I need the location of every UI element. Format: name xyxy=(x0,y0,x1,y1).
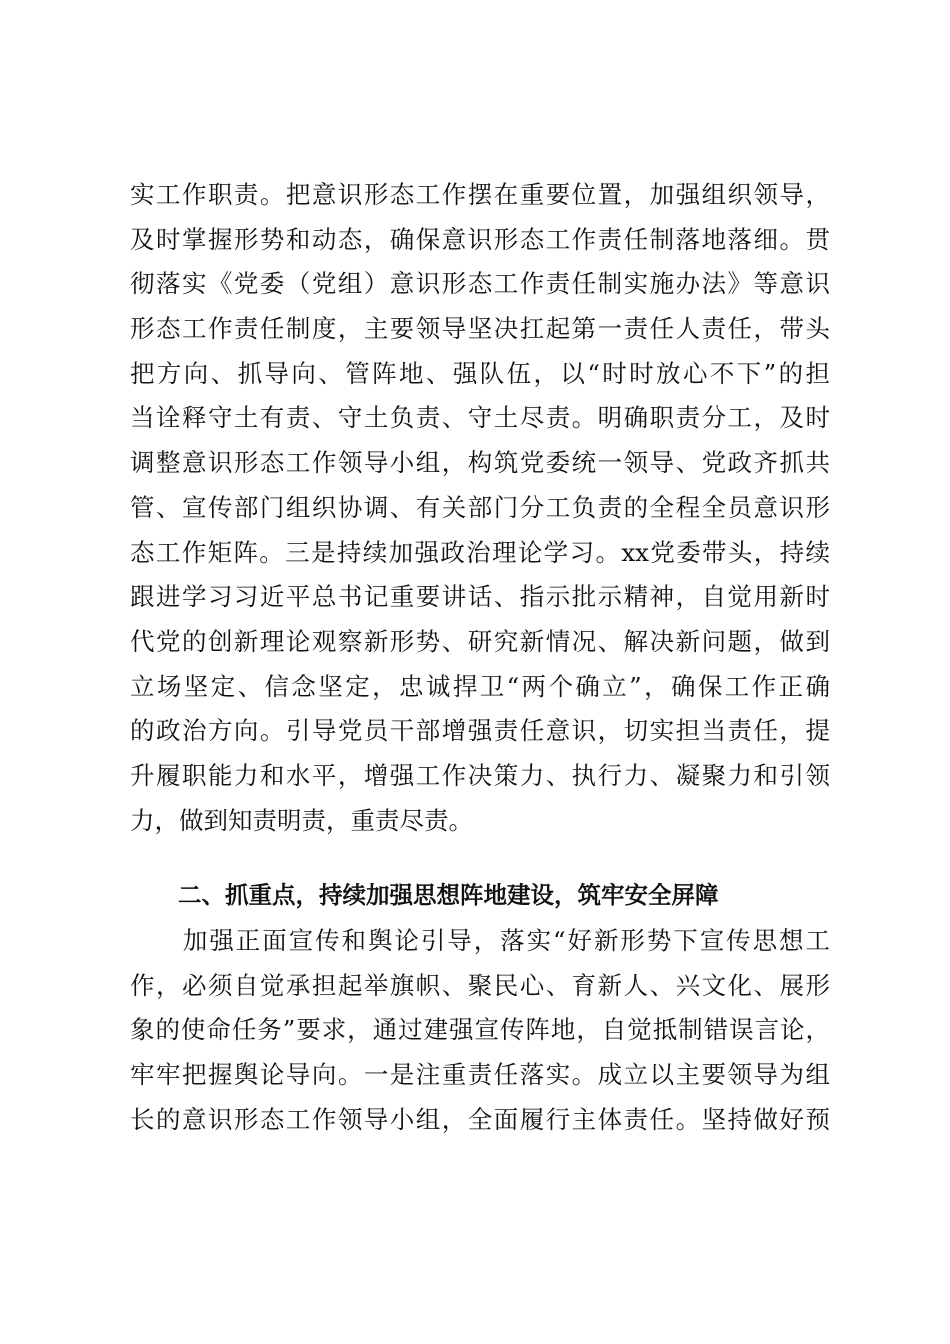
text-line: 象的使命任务”要求，通过建强宣传阵地，自觉抵制错误言论， xyxy=(130,1015,830,1045)
text-line: 管、宣传部门组织协调、有关部门分工负责的全程全员意识形 xyxy=(130,492,830,522)
text-line: 跟进学习习近平总书记重要讲话、指示批示精神，自觉用新时 xyxy=(130,582,830,612)
text-line: 的政治方向。引导党员干部增强责任意识，切实担当责任，提 xyxy=(130,716,830,746)
text-line: 当诠释守土有责、守土负责、守土尽责。明确职责分工，及时 xyxy=(130,403,830,433)
text-line: 作，必须自觉承担起举旗帜、聚民心、育新人、兴文化、展形 xyxy=(130,970,830,1000)
text-line: 把方向、抓导向、管阵地、强队伍，以“时时放心不下”的担 xyxy=(130,358,830,388)
section-heading: 二、抓重点，持续加强思想阵地建设，筑牢安全屏障 xyxy=(178,881,719,909)
text-line: 形态工作责任制度，主要领导坚决扛起第一责任人责任，带头 xyxy=(130,314,830,344)
text-line: 升履职能力和水平，增强工作决策力、执行力、凝聚力和引领 xyxy=(130,760,830,790)
text-line: 彻落实《党委（党组）意识形态工作责任制实施办法》等意识 xyxy=(130,269,830,299)
text-line: 立场坚定、信念坚定，忠诚捍卫“两个确立”，确保工作正确 xyxy=(130,671,830,701)
text-line: 实工作职责。把意识形态工作摆在重要位置，加强组织领导， xyxy=(130,180,830,209)
text-line: 加强正面宣传和舆论引导，落实“好新形势下宣传思想工 xyxy=(130,926,830,955)
text-line: 牢牢把握舆论导向。一是注重责任落实。成立以主要领导为组 xyxy=(130,1060,830,1090)
body-paragraph-1 xyxy=(130,173,830,843)
body-paragraph-2 xyxy=(130,919,830,1142)
text-line: 及时掌握形势和动态，确保意识形态工作责任制落地落细。贯 xyxy=(130,224,830,254)
text-line: 调整意识形态工作领导小组，构筑党委统一领导、党政齐抓共 xyxy=(130,448,830,478)
text-line: 长的意识形态工作领导小组，全面履行主体责任。坚持做好预 xyxy=(130,1104,830,1134)
text-line: 力，做到知责明责，重责尽责。 xyxy=(130,805,473,835)
text-line: 代党的创新理论观察新形势、研究新情况、解决新问题，做到 xyxy=(130,626,830,656)
text-line: 态工作矩阵。三是持续加强政治理论学习。xx党委带头，持续 xyxy=(130,537,830,567)
